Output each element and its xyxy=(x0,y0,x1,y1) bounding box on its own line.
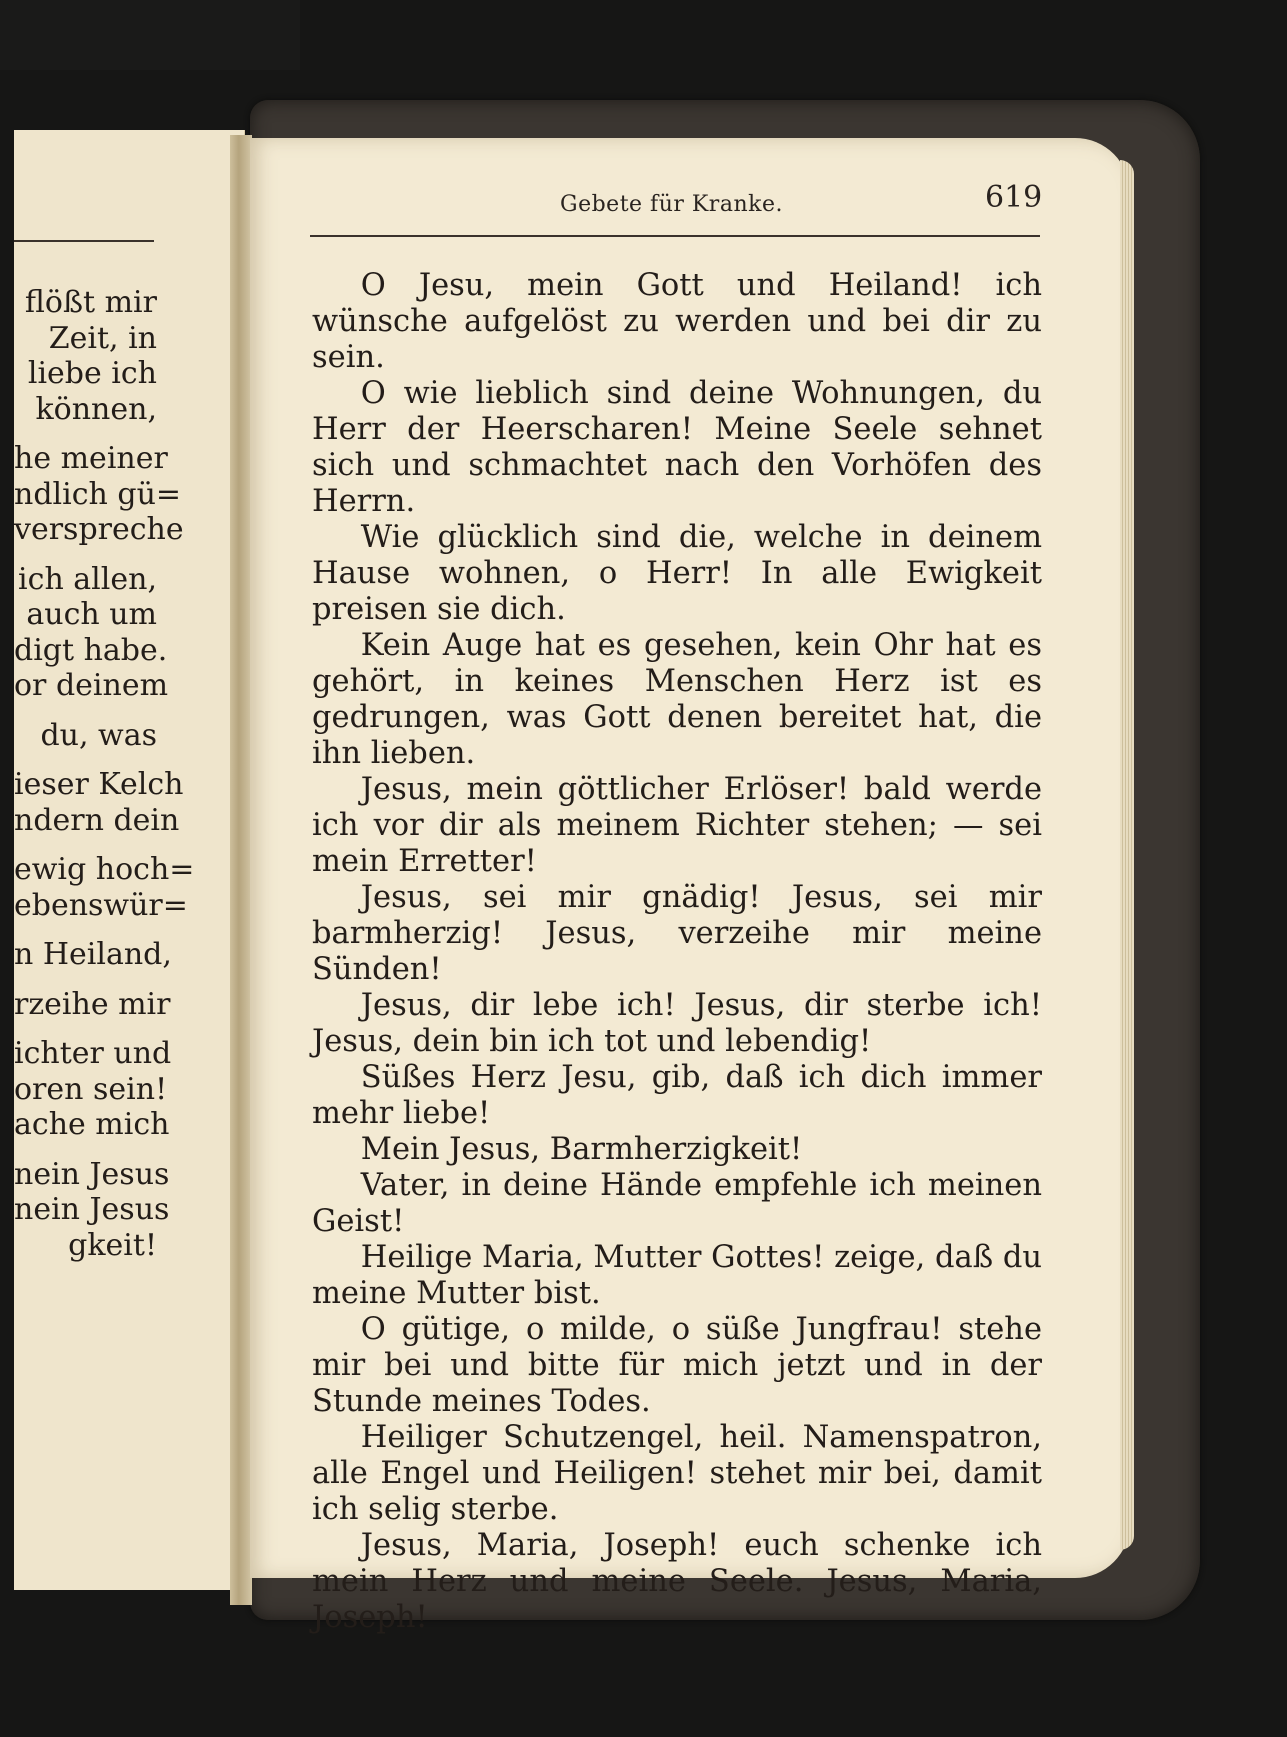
left-page-gap xyxy=(14,838,157,852)
left-page-gap xyxy=(14,704,157,718)
left-page-gap xyxy=(14,923,157,937)
prayer-paragraph: Heilige Maria, Mutter Gottes! zeige, daß du meine Mutter bist. xyxy=(312,1240,1042,1311)
prayer-paragraph: Vater, in deine Hände empfehle ich meinen Geist! xyxy=(312,1168,1042,1239)
left-page-gap xyxy=(14,1022,157,1036)
prayer-paragraph: O Jesu, mein Gott und Heiland! ich wünsche aufgelöst zu werden und bei dir zu sein. xyxy=(312,268,1042,375)
left-page-line: nein Jesus xyxy=(14,1156,170,1192)
left-page-line: ewig hoch= xyxy=(14,852,195,887)
left-page-line: Zeit, in xyxy=(48,320,157,356)
left-page-line: or deinem xyxy=(14,668,169,703)
left-page-line: du, was xyxy=(40,717,157,753)
prayer-paragraph: O wie lieblich sind deine Wohnungen, du Herr der Heerscharen! Meine Seele sehnet sich und schmachtet nach den Vorhöfen des Herrn. xyxy=(312,376,1042,519)
left-page-gap xyxy=(14,1143,157,1157)
left-page-line: können, xyxy=(35,391,157,427)
running-head: Gebete für Kranke. xyxy=(560,192,783,217)
left-page-line: verspreche xyxy=(14,512,184,547)
left-page-line: ndlich gü= xyxy=(14,476,182,512)
left-page-line: ieser Kelch xyxy=(14,767,184,802)
page-edges xyxy=(1120,160,1134,1550)
left-page-gap xyxy=(14,973,157,987)
prayer-paragraph: Jesus, dir lebe ich! Jesus, dir sterbe ich! Jesus, dein bin ich tot und lebendig! xyxy=(312,988,1042,1059)
left-page-gap xyxy=(14,548,157,562)
background-card xyxy=(0,0,300,70)
left-page-line: auch um xyxy=(26,597,157,632)
header-rule xyxy=(310,235,1040,240)
left-page-gap xyxy=(14,427,157,441)
left-page-line: n Heiland, xyxy=(14,937,172,972)
left-page-line: rzeihe mir xyxy=(14,986,171,1022)
left-page-text xyxy=(14,285,195,1263)
prayer-paragraph: Wie glücklich sind die, welche in deinem Hause wohnen, o Herr! In alle Ewigkeit preisen sie dich. xyxy=(312,520,1042,627)
prayer-paragraph: Süßes Herz Jesu, gib, daß ich dich immer mehr liebe! xyxy=(312,1060,1042,1131)
left-page-line: ebenswür= xyxy=(14,887,188,923)
left-page-line: gkeit! xyxy=(68,1227,157,1263)
prayer-paragraph: O gütige, o milde, o süße Jungfrau! stehe mir bei und bitte für mich jetzt und in der Stunde meines Todes. xyxy=(312,1312,1042,1419)
left-page-gap xyxy=(14,753,157,767)
book-gutter xyxy=(230,135,252,1605)
left-page-line: ichter und xyxy=(14,1036,172,1071)
prayer-paragraph: Heiliger Schutzengel, heil. Namenspatron, alle Engel und Heiligen! stehet mir bei, damit ich selig sterbe. xyxy=(312,1420,1042,1527)
prayer-paragraph: Jesus, Maria, Joseph! euch schenke ich mein Herz und meine Seele. Jesus, Maria, Joseph! xyxy=(312,1528,1042,1635)
left-page-line: liebe ich xyxy=(27,356,157,391)
page-number: 619 xyxy=(985,180,1043,215)
prayer-paragraph: Jesus, mein göttlicher Erlöser! bald werde ich vor dir als meinem Richter stehen; — sei mein Erretter! xyxy=(312,772,1042,879)
prayer-paragraph: Kein Auge hat es gesehen, kein Ohr hat es gehört, in keines Menschen Herz ist es gedrungen, was Gott denen bereitet hat, die ihn lieben. xyxy=(312,628,1042,771)
left-page-line: ache mich xyxy=(14,1107,170,1142)
left-page-line: ich allen, xyxy=(18,561,157,597)
left-page-line: nein Jesus xyxy=(14,1192,170,1227)
prayer-paragraph: Mein Jesus, Barmherzigkeit! xyxy=(360,1132,803,1167)
left-page-line: ndern dein xyxy=(14,802,180,838)
left-page-line: oren sein! xyxy=(14,1071,168,1107)
left-page-rule xyxy=(14,240,154,242)
left-page-line: he meiner xyxy=(14,441,168,476)
left-page-line: flößt mir xyxy=(24,285,157,320)
prayer-text xyxy=(312,268,1042,1636)
prayer-paragraph: Jesus, sei mir gnädig! Jesus, sei mir barmherzig! Jesus, verzeihe mir meine Sünden! xyxy=(312,880,1042,987)
left-page-line: digt habe. xyxy=(14,632,168,668)
